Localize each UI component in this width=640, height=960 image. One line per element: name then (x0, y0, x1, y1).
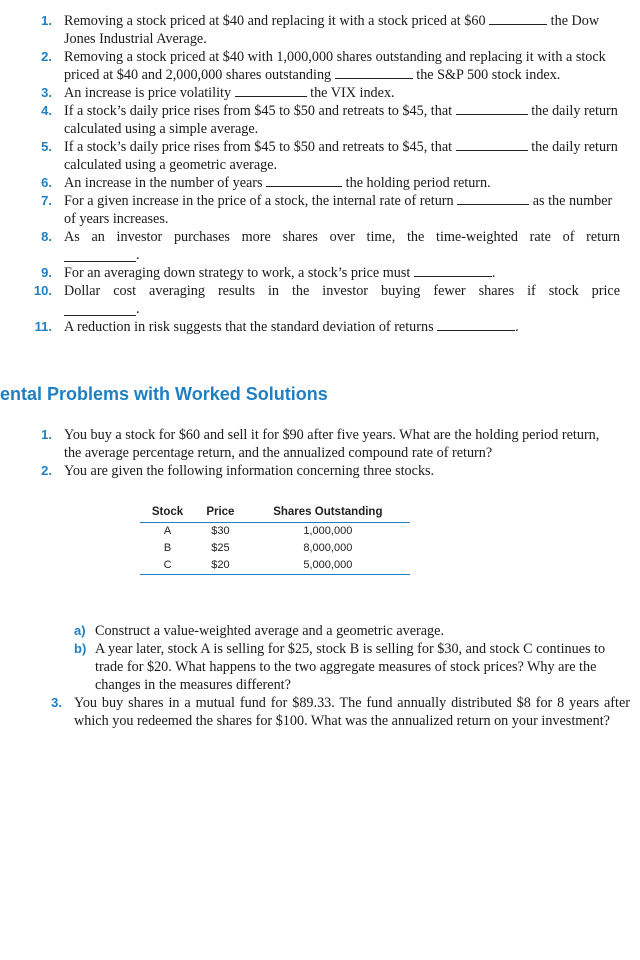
problem-number: 3. (51, 695, 62, 710)
subpart-a (74, 622, 634, 640)
question-text: An increase in the number of years (64, 175, 263, 191)
subpart-label: a) (74, 623, 86, 638)
question-text-end: . (491, 265, 496, 281)
problem-text: You are given the following information concerning three stocks. (64, 463, 435, 479)
question-text-end: the VIX index. (310, 85, 395, 101)
problem-list-bottom (10, 694, 630, 730)
subpart-b (74, 640, 634, 694)
header-shares: Shares Outstanding (246, 503, 410, 523)
answer-blank[interactable] (235, 84, 307, 97)
problem-1 (0, 426, 620, 462)
question-text-end: the daily return calculated using a geometric average. (64, 139, 618, 173)
question-11 (0, 318, 620, 336)
answer-blank[interactable] (64, 247, 136, 262)
cell-stock: A (163, 525, 172, 537)
problem-text: You buy a stock for $60 and sell it for $90 after five years. What are the holding period return, the average percentage return, and the annualized compound rate of return? (64, 427, 600, 461)
question-5 (0, 138, 620, 174)
question-text: For a given increase in the price of a stock, the internal rate of return (64, 193, 454, 209)
problem-2-subparts (74, 622, 634, 694)
question-4 (0, 102, 620, 138)
question-text: If a stock’s daily price rises from $45 to $50 and retreats to $45, that (64, 139, 453, 155)
answer-blank[interactable] (457, 192, 529, 205)
question-text-end: . (136, 301, 140, 317)
header-price: Price (195, 503, 246, 523)
question-9 (0, 264, 620, 282)
question-number: 11. (34, 319, 52, 334)
question-text-end: the Dow Jones Industrial Average. (64, 13, 600, 47)
cell-price: $20 (195, 557, 246, 575)
question-7 (0, 192, 620, 228)
question-number: 8. (41, 229, 52, 244)
problem-3 (10, 694, 630, 730)
question-8 (0, 228, 620, 264)
question-text-end: as the number of years increases. (64, 193, 613, 227)
cell-shares: 8,000,000 (303, 542, 353, 554)
question-text: A reduction in risk suggests that the standard deviation of returns (64, 319, 434, 335)
question-text: For an averaging down strategy to work, a stock’s price must (64, 265, 411, 281)
question-text-end: the holding period return. (345, 175, 491, 191)
cell-shares: 5,000,000 (246, 557, 410, 575)
subpart-label: b) (74, 641, 87, 656)
cell-shares: 1,000,000 (303, 525, 353, 537)
question-6 (0, 174, 620, 192)
question-10 (0, 282, 620, 318)
question-text: An increase is price volatility (64, 85, 232, 101)
question-1 (0, 12, 620, 48)
answer-blank[interactable] (266, 174, 342, 187)
header-stock: Stock (140, 503, 195, 523)
question-2 (0, 48, 620, 84)
table-row (140, 557, 410, 575)
question-text-end: . (515, 319, 519, 335)
question-number: 3. (41, 85, 52, 100)
cell-price: $25 (211, 542, 230, 554)
answer-blank[interactable] (335, 66, 413, 79)
question-text: Removing a stock priced at $40 with 1,000,000 shares outstanding and replacing it with a stock priced at $40 and 2,000,000 shares outstanding (64, 49, 606, 83)
question-3 (0, 84, 620, 102)
question-number: 10. (33, 283, 52, 298)
cell-stock: C (140, 557, 195, 575)
question-number: 1. (41, 13, 52, 28)
table-row (140, 540, 410, 557)
question-text-end: the daily return calculated using a simple average. (64, 103, 618, 137)
question-text-end: . (136, 247, 140, 263)
question-number: 4. (41, 103, 52, 118)
table-row (140, 523, 410, 541)
problem-number: 2. (41, 463, 52, 478)
question-text-end: the S&P 500 stock index. (416, 67, 561, 83)
question-text: Removing a stock priced at $40 and replacing it with a stock priced at $60 (64, 13, 486, 29)
question-number: 2. (41, 49, 52, 64)
question-text: If a stock’s daily price rises from $45 to $50 and retreats to $45, that (64, 103, 453, 119)
problem-number: 1. (41, 427, 52, 442)
section-heading: ental Problems with Worked Solutions (0, 384, 328, 404)
cell-price: $30 (211, 525, 230, 537)
question-number: 6. (41, 175, 52, 190)
question-text: Dollar cost averaging results in the investor buying fewer shares if stock price (64, 283, 620, 299)
answer-blank[interactable] (437, 318, 515, 331)
question-number: 9. (41, 265, 52, 280)
answer-blank[interactable] (489, 12, 547, 25)
answer-blank[interactable] (456, 138, 528, 151)
problem-2 (0, 462, 620, 480)
stock-table (140, 503, 410, 575)
question-text: As an investor purchases more shares over time, the time-weighted rate of return (64, 229, 620, 245)
fill-in-questions (0, 12, 620, 336)
answer-blank[interactable] (414, 264, 492, 277)
question-number: 7. (41, 193, 52, 208)
table-header-row (140, 503, 410, 523)
question-number: 5. (41, 139, 52, 154)
cell-stock: B (163, 542, 172, 554)
problem-text: You buy shares in a mutual fund for $89.33. The fund annually distributed $8 for 8 years after which you redeemed the shares for $100. What was the annualized return on your investment? (74, 695, 630, 729)
subpart-text: Construct a value-weighted average and a geometric average. (95, 623, 445, 639)
problem-list-top (0, 426, 620, 480)
answer-blank[interactable] (64, 301, 136, 316)
subpart-text: A year later, stock A is selling for $25, stock B is selling for $30, and stock C continues to trade for $20. What happens to the two aggregate measures of stock prices? Why are the changes in the measures different? (95, 641, 606, 693)
answer-blank[interactable] (456, 102, 528, 115)
